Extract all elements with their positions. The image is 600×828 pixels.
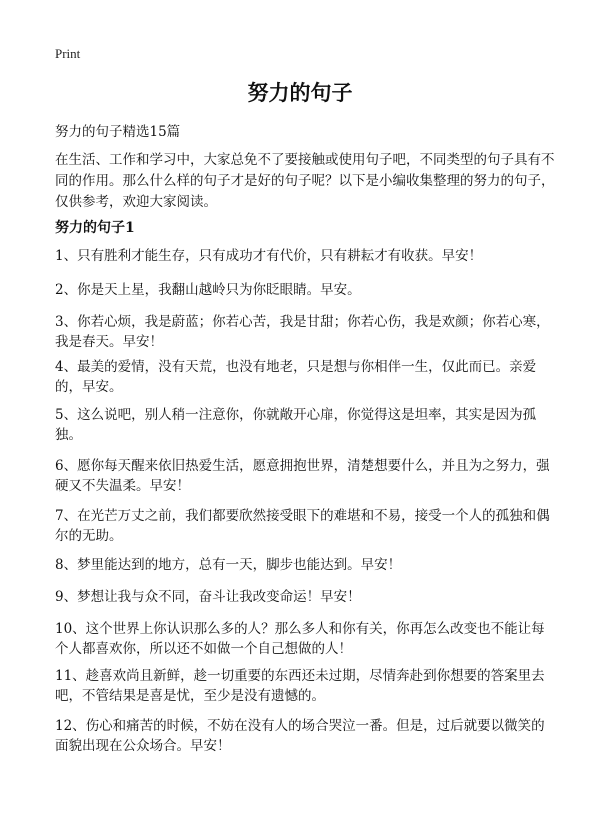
list-item: 12、伤心和痛苦的时候，不妨在没有人的场合哭泣一番。但是，过后就要以微笑的面貌出现在公众场合。早安！ xyxy=(55,718,545,754)
list-item: 4、最美的爱情，没有天荒，也没有地老，只是想与你相伴一生，仅此而已。亲爱的，早安。 xyxy=(55,359,537,395)
list-item: 7、在光芒万丈之前，我们都要欣然接受眼下的难堪和不易，接受一个人的孤独和偶尔的无助。 xyxy=(55,508,550,544)
list-item: 3、你若心烦，我是蔚蓝；你若心苦，我是甘甜；你若心伤，我是欢颜；你若心寒，我是春天。早安！ xyxy=(55,314,550,350)
list-item: 1、只有胜利才能生存，只有成功才有代价，只有耕耘才有收获。早安！ xyxy=(55,248,483,264)
list-item: 9、梦想让我与众不同，奋斗让我改变命运！早安！ xyxy=(55,589,361,605)
list-item: 2、你是天上星，我翻山越岭只为你眨眼睛。早安。 xyxy=(55,282,361,298)
list-item: 8、梦里能达到的地方，总有一天，脚步也能达到。早安！ xyxy=(55,557,402,573)
print-link[interactable]: Print xyxy=(55,46,81,61)
list-item: 6、愿你每天醒来依旧热爱生活，愿意拥抱世界，清楚想要什么，并且为之努力，强硬又不失温柔。早安！ xyxy=(55,458,550,494)
subtitle: 努力的句子精选15篇 xyxy=(55,124,181,140)
section-heading: 努力的句子1 xyxy=(55,220,135,236)
page-title: 努力的句子 xyxy=(247,81,353,105)
list-item: 5、这么说吧，别人稍一注意你，你就敞开心扉，你觉得这是坦率，其实是因为孤独。 xyxy=(55,407,537,443)
list-item: 11、趁喜欢尚且新鲜，趁一切重要的东西还未过期，尽情奔赴到你想要的答案里去吧，不管结果是喜是忧，至少是没有遗憾的。 xyxy=(55,668,545,704)
intro-paragraph: 在生活、工作和学习中，大家总免不了要接触或使用句子吧，不同类型的句子具有不同的作用。那么什么样的句子才是好的句子呢？以下是小编收集整理的努力的句子，仅供参考，欢迎大家阅读。 xyxy=(55,152,555,210)
list-item: 10、这个世界上你认识那么多的人？那么多人和你有关，你再怎么改变也不能让每个人都喜欢你，所以还不如做一个自己想做的人！ xyxy=(55,621,545,657)
